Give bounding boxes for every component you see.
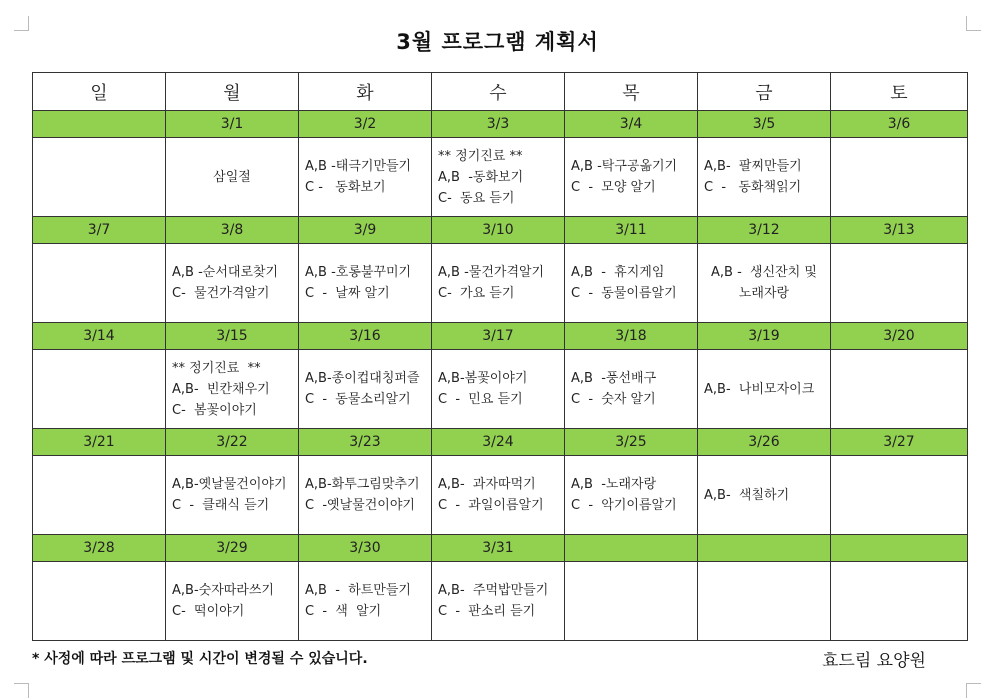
activity-row	[33, 350, 968, 429]
activity-line: A,B -태극기만들기	[305, 159, 412, 174]
activity-cell	[831, 456, 968, 535]
activity-line: A,B -동화보기	[438, 169, 524, 185]
activity-cell	[698, 562, 831, 641]
activity-row	[33, 244, 968, 323]
activity-line: C - 동물소리알기	[305, 392, 411, 407]
date-cell: 3/2	[299, 111, 432, 138]
date-cell: 3/28	[33, 535, 166, 562]
date-cell: 3/15	[166, 323, 299, 350]
activity-line: C - 동화보기	[305, 180, 386, 195]
activity-line: 노래자랑	[738, 286, 790, 301]
activity-line: C- 봄꽃이야기	[172, 402, 257, 418]
activity-line: A,B-봄꽃이야기	[438, 371, 528, 386]
date-cell: 3/5	[698, 111, 831, 138]
date-cell: 3/21	[33, 429, 166, 456]
activity-cell	[698, 350, 831, 429]
date-cell	[698, 535, 831, 562]
date-cell: 3/12	[698, 217, 831, 244]
activity-cell	[299, 350, 432, 429]
activity-line: 삼일절	[213, 169, 251, 185]
date-row	[33, 535, 968, 562]
activity-line: A,B -탁구공옮기기	[571, 159, 678, 174]
activity-cell	[33, 138, 166, 217]
activity-cell	[831, 244, 968, 323]
date-cell	[565, 535, 698, 562]
date-cell: 3/11	[565, 217, 698, 244]
activity-line: A,B -순서대로찾기	[172, 265, 279, 280]
activity-line: C - 색 알기	[305, 604, 382, 619]
date-cell: 3/14	[33, 323, 166, 350]
activity-line: A,B - 하트만들기	[305, 583, 411, 598]
activity-cell	[166, 350, 299, 429]
date-cell	[33, 111, 166, 138]
weekday-header: 금	[698, 73, 831, 111]
date-cell: 3/8	[166, 217, 299, 244]
date-cell: 3/24	[432, 429, 565, 456]
weekday-header: 화	[299, 73, 432, 111]
activity-line: A,B - 생신잔치 및	[711, 265, 817, 280]
date-cell: 3/10	[432, 217, 565, 244]
activity-line: C- 물건가격알기	[172, 286, 270, 301]
date-cell: 3/6	[831, 111, 968, 138]
activity-line: A,B -호롱불꾸미기	[305, 265, 412, 280]
schedule-table	[32, 72, 968, 641]
activity-line: ** 정기진료 **	[438, 148, 523, 164]
activity-line: C - 동물이름알기	[571, 286, 677, 301]
activity-cell	[33, 562, 166, 641]
date-cell: 3/26	[698, 429, 831, 456]
corner-mark-bottom-right	[966, 683, 981, 698]
weekday-header: 목	[565, 73, 698, 111]
date-cell: 3/4	[565, 111, 698, 138]
activity-cell	[565, 244, 698, 323]
weekday-header: 수	[432, 73, 565, 111]
date-row	[33, 111, 968, 138]
activity-cell	[831, 562, 968, 641]
date-cell: 3/16	[299, 323, 432, 350]
weekday-header: 토	[831, 73, 968, 111]
weekday-header: 월	[166, 73, 299, 111]
activity-line: C- 떡이야기	[172, 604, 245, 619]
date-cell: 3/13	[831, 217, 968, 244]
activity-line: C - 클래식 듣기	[172, 498, 270, 513]
activity-line: C - 동화책읽기	[704, 180, 802, 195]
activity-line: C - 악기이름알기	[571, 498, 677, 513]
activity-line: A,B- 주먹밥만들기	[438, 583, 549, 598]
activity-line: ** 정기진료 **	[172, 360, 261, 376]
date-cell: 3/9	[299, 217, 432, 244]
activity-cell	[299, 244, 432, 323]
activity-line: C - 민요 듣기	[438, 392, 523, 407]
activity-cell	[33, 456, 166, 535]
activity-line: C - 모양 알기	[571, 180, 656, 195]
activity-line: C- 가요 듣기	[438, 286, 515, 301]
activity-cell	[432, 350, 565, 429]
activity-line: A,B- 과자따먹기	[438, 477, 536, 492]
activity-cell	[831, 138, 968, 217]
activity-cell	[565, 350, 698, 429]
activity-line: A,B -물건가격알기	[438, 265, 545, 280]
date-cell: 3/25	[565, 429, 698, 456]
activity-cell	[432, 244, 565, 323]
activity-line: A,B- 팔찌만들기	[704, 159, 802, 174]
date-cell: 3/22	[166, 429, 299, 456]
weekday-header: 일	[33, 73, 166, 111]
date-cell: 3/23	[299, 429, 432, 456]
footnote: * 사정에 따라 프로그램 및 시간이 변경될 수 있습니다.	[32, 651, 368, 667]
activity-cell	[698, 138, 831, 217]
date-row	[33, 217, 968, 244]
activity-line: C - 날짜 알기	[305, 286, 390, 301]
date-row	[33, 323, 968, 350]
date-cell: 3/17	[432, 323, 565, 350]
activity-line: C- 동요 듣기	[438, 190, 515, 206]
activity-line: C -옛날물건이야기	[305, 498, 415, 513]
activity-line: A,B- 색칠하기	[704, 487, 790, 503]
activity-line: A,B - 휴지게임	[571, 265, 665, 280]
weekday-header-row	[33, 73, 968, 111]
activity-cell	[166, 456, 299, 535]
date-cell: 3/20	[831, 323, 968, 350]
activity-line: C - 과일이름알기	[438, 498, 544, 513]
activity-cell	[33, 350, 166, 429]
activity-cell	[565, 456, 698, 535]
activity-cell	[432, 138, 565, 217]
date-cell: 3/18	[565, 323, 698, 350]
date-cell: 3/29	[166, 535, 299, 562]
activity-line: A,B-종이컵대칭퍼즐	[305, 371, 420, 386]
activity-line: A,B- 나비모자이크	[704, 381, 815, 397]
activity-cell	[299, 138, 432, 217]
activity-cell	[698, 244, 831, 323]
date-cell	[831, 535, 968, 562]
activity-cell	[299, 562, 432, 641]
activity-cell	[166, 244, 299, 323]
date-cell: 3/7	[33, 217, 166, 244]
activity-cell	[432, 456, 565, 535]
activity-cell	[166, 138, 299, 217]
activity-cell	[299, 456, 432, 535]
activity-line: C - 판소리 듣기	[438, 604, 536, 619]
corner-mark-bottom-left	[14, 683, 29, 698]
date-row	[33, 429, 968, 456]
date-cell: 3/19	[698, 323, 831, 350]
activity-cell	[33, 244, 166, 323]
activity-line: A,B-옛날물건이야기	[172, 477, 287, 492]
activity-line: C - 숫자 알기	[571, 392, 656, 407]
page-title: 3월 프로그램 계획서	[396, 30, 599, 54]
activity-cell	[698, 456, 831, 535]
activity-row	[33, 456, 968, 535]
activity-cell	[166, 562, 299, 641]
activity-cell	[565, 562, 698, 641]
activity-line: A,B -풍선배구	[571, 371, 657, 386]
activity-cell	[831, 350, 968, 429]
date-cell: 3/27	[831, 429, 968, 456]
organization-name: 효드림 요양원	[822, 651, 926, 671]
activity-line: A,B -노래자랑	[571, 477, 657, 492]
activity-row	[33, 138, 968, 217]
activity-line: A,B- 빈칸채우기	[172, 381, 270, 397]
date-cell: 3/3	[432, 111, 565, 138]
activity-row	[33, 562, 968, 641]
activity-line: A,B-화투그림맞추기	[305, 477, 420, 492]
activity-line: A,B-숫자따라쓰기	[172, 583, 274, 598]
date-cell: 3/30	[299, 535, 432, 562]
date-cell: 3/31	[432, 535, 565, 562]
date-cell: 3/1	[166, 111, 299, 138]
schedule-body	[33, 111, 968, 641]
activity-cell	[432, 562, 565, 641]
activity-cell	[565, 138, 698, 217]
